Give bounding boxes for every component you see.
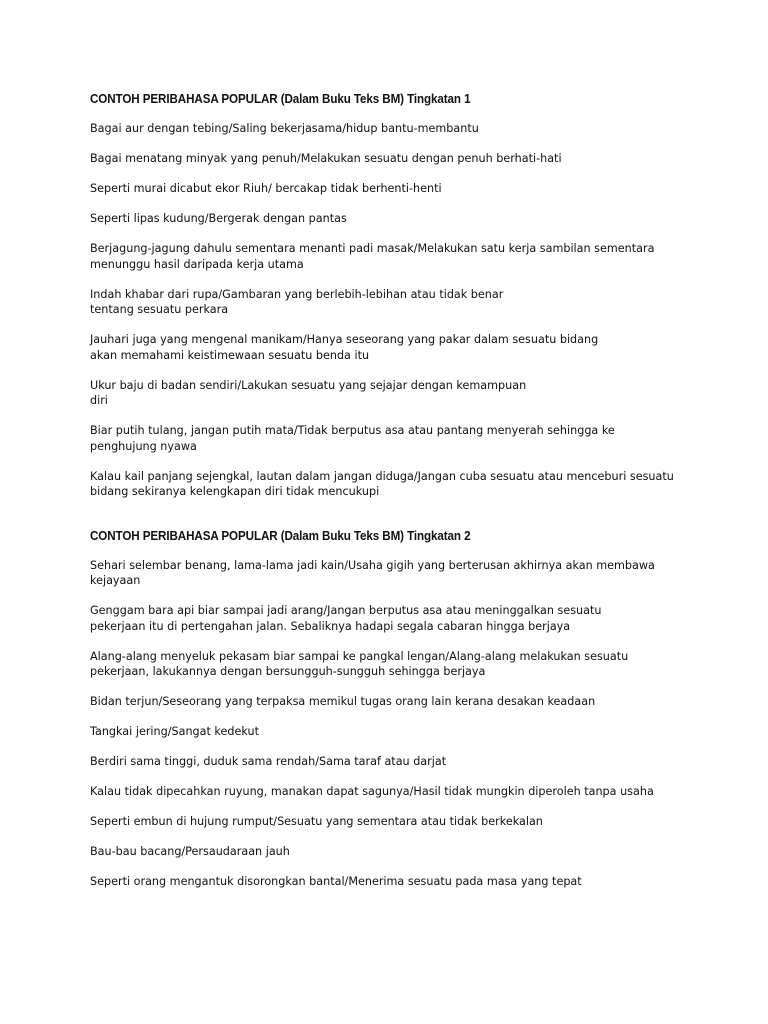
proverb-entry: Jauhari juga yang mengenal manikam/Hanya seseorang yang pakar dalam sesuatu bidang akan memahami keistimewaan sesuatu benda itu	[90, 333, 599, 362]
proverb-entry: Seperti murai dicabut ekor Riuh/ bercakap tidak berhenti-henti	[90, 182, 442, 195]
proverb-entry: Kalau tidak dipecahkan ruyung, manakan dapat sagunya/Hasil tidak mungkin diperoleh tanpa usaha	[90, 785, 654, 798]
proverb-entry: Ukur baju di badan sendiri/Lakukan sesuatu yang sejajar dengan kemampuan diri	[90, 378, 527, 407]
proverb-entry: Seperti lipas kudung/Bergerak dengan pantas	[90, 212, 347, 225]
proverb-entry: Berdiri sama tinggi, duduk sama rendah/Sama taraf atau darjat	[90, 755, 447, 768]
proverb-entry: Tangkai jering/Sangat kedekut	[90, 725, 259, 738]
proverb-entry: Seperti embun di hujung rumput/Sesuatu yang sementara atau tidak berkekalan	[90, 815, 543, 828]
section-heading: CONTOH PERIBAHASA POPULAR (Dalam Buku Teks BM) Tingkatan 1	[90, 92, 471, 106]
section-tingkatan-2	[90, 528, 690, 890]
proverb-entry: Bagai aur dengan tebing/Saling bekerjasama/hidup bantu-membantu	[90, 122, 479, 135]
proverb-entry: Alang-alang menyeluk pekasam biar sampai ke pangkal lengan/Alang-alang melakukan sesuatu pekerjaan, lakukannya dengan bersungguh-sungguh sehingga berjaya	[90, 649, 629, 678]
proverb-entry: Biar putih tulang, jangan putih mata/Tidak berputus asa atau pantang menyerah sehingga ke penghujung nyawa	[90, 424, 615, 453]
proverb-entry: Sehari selembar benang, lama-lama jadi kain/Usaha gigih yang berterusan akhirnya akan membawa kejayaan	[90, 558, 655, 587]
proverb-entry: Bau-bau bacang/Persaudaraan jauh	[90, 845, 290, 858]
proverb-entry: Genggam bara api biar sampai jadi arang/Jangan berputus asa atau meninggalkan sesuatu pekerjaan itu di pertengahan jalan. Sebaliknya hadapi segala cabaran hingga berjaya	[90, 604, 602, 633]
proverb-entry: Indah khabar dari rupa/Gambaran yang berlebih-lebihan atau tidak benar tentang sesuatu perkara	[90, 287, 504, 316]
section-heading: CONTOH PERIBAHASA POPULAR (Dalam Buku Teks BM) Tingkatan 2	[90, 528, 471, 543]
proverb-entry: Berjagung-jagung dahulu sementara menanti padi masak/Melakukan satu kerja sambilan sementara menunggu hasil daripada kerja utama	[90, 242, 655, 271]
proverb-entry: Kalau kail panjang sejengkal, lautan dalam jangan diduga/Jangan cuba sesuatu atau menceburi sesuatu bidang sekiranya kelengkapan diri tidak mencukupi	[90, 469, 674, 498]
section-tingkatan-1	[90, 91, 690, 500]
document-page	[90, 91, 690, 890]
proverb-entry: Bagai menatang minyak yang penuh/Melakukan sesuatu dengan penuh berhati-hati	[90, 152, 562, 165]
proverb-entry: Bidan terjun/Seseorang yang terpaksa memikul tugas orang lain kerana desakan keadaan	[90, 695, 596, 708]
proverb-entry: Seperti orang mengantuk disorongkan bantal/Menerima sesuatu pada masa yang tepat	[90, 875, 582, 888]
